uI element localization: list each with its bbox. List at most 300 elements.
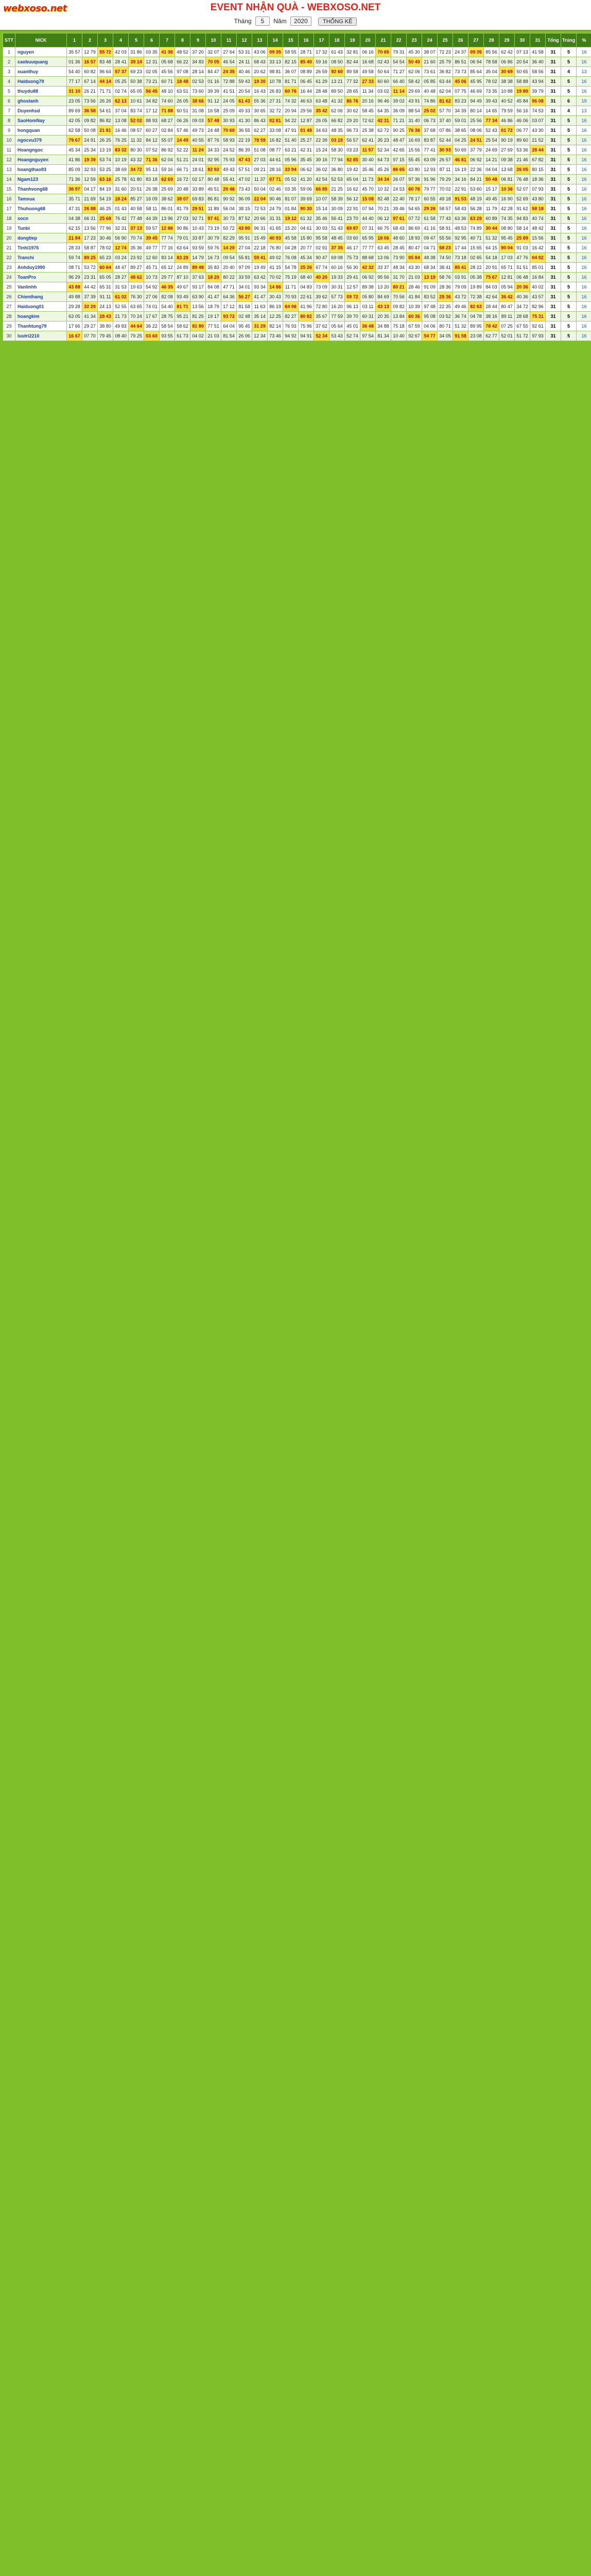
day-cell: 86 19	[268, 302, 283, 312]
day-cell: 16 90	[499, 194, 515, 204]
day-cell: 37 62	[314, 321, 329, 331]
day-cell: 45 70	[360, 184, 376, 194]
day-cell: 81 34	[376, 331, 391, 341]
day-cell: 75 96	[299, 321, 314, 331]
day-cell: 51 21	[175, 155, 190, 165]
day-cell: 70 02	[268, 273, 283, 282]
row-nick[interactable]: Anhduy1990	[15, 263, 67, 273]
day-cell: 88 68	[360, 253, 376, 263]
day-cell: 39 43	[484, 96, 499, 106]
day-cell: 74 60	[160, 96, 175, 106]
day-cell: 06 12	[376, 214, 391, 224]
day-cell: 52 07	[515, 184, 530, 194]
day-cell: 68 43	[252, 57, 268, 67]
day-cell: 34 01	[237, 282, 252, 292]
row-percent: 16	[577, 321, 591, 331]
row-nick[interactable]: socn	[15, 214, 67, 224]
row-nick[interactable]: Thanhtung79	[15, 321, 67, 331]
day-cell: 16 09	[144, 194, 160, 204]
table-row	[3, 87, 591, 96]
day-cell: 74 01	[144, 302, 160, 312]
day-cell: 55 36	[252, 96, 268, 106]
day-cell: 06 92	[468, 155, 484, 165]
day-cell: 70 05	[206, 57, 221, 67]
row-nick[interactable]: Chienthang	[15, 292, 67, 302]
day-cell: 51 43	[329, 224, 345, 233]
day-cell: 90 04	[499, 243, 515, 253]
day-cell: 35 23	[376, 135, 391, 145]
day-cell: 25 68	[98, 214, 113, 224]
row-total: 31	[546, 233, 561, 243]
row-nick[interactable]: ToanPro	[15, 273, 67, 282]
col-header-day: 8	[175, 33, 190, 47]
day-cell: 07 86	[438, 126, 453, 135]
day-cell: 61 29	[314, 77, 329, 87]
day-cell: 10 40	[391, 331, 407, 341]
day-cell: 27 03	[175, 214, 190, 224]
day-cell: 58 54	[160, 321, 175, 331]
day-cell: 56 30	[345, 263, 360, 273]
day-cell: 82 44	[345, 57, 360, 67]
row-nick[interactable]: hoangthao93	[15, 165, 67, 175]
row-nick[interactable]: SaoHomNay	[15, 116, 67, 126]
day-cell: 26 25	[98, 135, 113, 145]
day-cell: 83 74	[129, 106, 144, 116]
day-cell: 59 41	[252, 253, 268, 263]
row-total: 31	[546, 145, 561, 155]
day-cell: 20 91	[484, 263, 499, 273]
day-cell: 18 36	[530, 175, 546, 184]
day-cell: 79 77	[422, 184, 438, 194]
day-cell: 52 55	[113, 302, 129, 312]
day-cell: 21 25	[329, 184, 345, 194]
day-cell: 57 70	[438, 106, 453, 116]
day-cell: 14 21	[484, 155, 499, 165]
day-cell: 76 80	[268, 243, 283, 253]
day-cell: 28 44	[484, 302, 499, 312]
day-cell: 43 80	[530, 194, 546, 204]
day-cell: 54 78	[283, 263, 299, 273]
table-row	[3, 145, 591, 155]
day-cell: 63 09	[422, 155, 438, 165]
day-cell: 50 64	[376, 67, 391, 77]
day-cell: 36 07	[283, 67, 299, 77]
day-cell: 52 34	[376, 145, 391, 155]
day-cell: 45 84	[515, 96, 530, 106]
row-nick[interactable]: nguyen	[15, 47, 67, 57]
row-nick[interactable]: hoangkim	[15, 312, 67, 321]
col-header-summary: Tổng	[546, 33, 561, 47]
day-cell: 66 85	[314, 184, 329, 194]
row-stt: 12	[3, 155, 15, 165]
day-cell: 51 72	[515, 331, 530, 341]
day-cell: 46 35	[160, 282, 175, 292]
day-cell: 34 63	[314, 126, 329, 135]
day-cell: 90 47	[314, 253, 329, 263]
day-cell: 25 34	[82, 145, 98, 155]
day-cell: 53 74	[98, 155, 113, 165]
day-cell: 69 83	[190, 194, 206, 204]
day-cell: 77 94	[329, 155, 345, 165]
day-cell: 77 51	[206, 321, 221, 331]
page-title: EVENT NHẬN QUÀ - WEBXOSO.NET	[210, 2, 381, 13]
day-cell: 18 20	[206, 273, 221, 282]
row-total: 31	[546, 253, 561, 263]
row-nick[interactable]: Thanhvong68	[15, 184, 67, 194]
day-cell: 89 50	[329, 87, 345, 96]
day-cell: 97 93	[530, 331, 546, 341]
day-cell: 47 02	[237, 175, 252, 184]
day-cell: 70 93	[283, 292, 299, 302]
day-cell: 09 54	[221, 253, 237, 263]
day-cell: 06 73	[422, 116, 438, 126]
day-cell: 25 69	[160, 184, 175, 194]
row-nick[interactable]: Hoangngoc	[15, 145, 67, 155]
day-cell: 11 89	[206, 204, 221, 214]
day-cell: 56 28	[468, 204, 484, 214]
day-cell: 07 71	[268, 175, 283, 184]
row-nick[interactable]: Duyenhsd	[15, 106, 67, 116]
row-percent: 16	[577, 175, 591, 184]
day-cell: 97 61	[391, 214, 407, 224]
day-cell: 36 40	[530, 57, 546, 67]
day-cell: 20 94	[283, 106, 299, 116]
table-row	[3, 214, 591, 224]
day-cell: 02 84	[160, 126, 175, 135]
col-header-summary: %	[577, 33, 591, 47]
day-cell: 36 02	[314, 165, 329, 175]
day-cell: 50 40	[407, 57, 422, 67]
row-wins: 5	[561, 263, 577, 273]
day-cell: 22 36	[468, 165, 484, 175]
day-cell: 91 62	[515, 204, 530, 214]
day-cell: 60 31	[360, 312, 376, 321]
row-nick[interactable]: Hoangnguyen	[15, 155, 67, 165]
row-percent: 16	[577, 145, 591, 155]
day-cell: 62 13	[113, 96, 129, 106]
row-total: 31	[546, 165, 561, 175]
day-cell: 52 43	[484, 126, 499, 135]
col-header-day: 24	[422, 33, 438, 47]
row-nick[interactable]: Ngam123	[15, 175, 67, 184]
col-header-day: 4	[113, 33, 129, 47]
day-cell: 96 73	[345, 126, 360, 135]
row-total: 31	[546, 194, 561, 204]
row-stt: 8	[3, 116, 15, 126]
row-nick[interactable]: Tamxua	[15, 194, 67, 204]
day-cell: 78 42	[484, 321, 499, 331]
row-percent: 16	[577, 331, 591, 341]
day-cell: 05 68	[160, 57, 175, 67]
stats-button[interactable]: THỐNG KÊ	[318, 18, 357, 26]
day-cell: 16 72	[175, 175, 190, 184]
day-cell: 39 69	[299, 194, 314, 204]
day-cell: 65 23	[98, 253, 113, 263]
day-cell: 40 55	[190, 135, 206, 145]
day-cell: 70 74	[129, 233, 144, 243]
day-cell: 18 24	[113, 194, 129, 204]
row-percent: 16	[577, 243, 591, 253]
day-cell: 67 14	[82, 77, 98, 87]
day-cell: 26 26	[98, 96, 113, 106]
day-cell: 11 71	[283, 282, 299, 292]
day-cell: 63 64	[175, 243, 190, 253]
day-cell: 85 01	[530, 263, 546, 273]
day-cell: 56 27	[237, 292, 252, 302]
day-cell: 92 95	[453, 233, 468, 243]
site-logo[interactable]: webxoso.net	[3, 3, 67, 14]
row-total: 31	[546, 282, 561, 292]
day-cell: 08 50	[329, 57, 345, 67]
day-cell: 70 60	[221, 126, 237, 135]
day-cell: 11 63	[252, 302, 268, 312]
day-cell: 24 37	[453, 47, 468, 57]
day-cell: 52 34	[314, 331, 329, 341]
day-cell: 51 32	[484, 233, 499, 243]
day-cell: 05 85	[422, 77, 438, 87]
day-cell: 57 73	[329, 292, 345, 302]
row-total: 31	[546, 214, 561, 224]
row-stt: 23	[3, 263, 15, 273]
day-cell: 41 47	[206, 292, 221, 302]
day-cell: 36 58	[82, 106, 98, 116]
day-cell: 27 33	[360, 77, 376, 87]
day-cell: 29 69	[407, 87, 422, 96]
day-cell: 48 10	[160, 87, 175, 96]
day-cell: 09 38	[499, 155, 515, 165]
day-cell: 34 83	[190, 57, 206, 67]
day-cell: 20 36	[515, 282, 530, 292]
day-cell: 63 90	[190, 292, 206, 302]
table-row	[3, 106, 591, 116]
day-cell: 50 69	[453, 145, 468, 155]
day-cell: 73 43	[237, 184, 252, 194]
day-cell: 16 43	[252, 87, 268, 96]
day-cell: 40 74	[530, 214, 546, 224]
day-cell: 71 21	[391, 116, 407, 126]
day-cell: 58 55	[283, 47, 299, 57]
day-cell: 15 20	[283, 224, 299, 233]
day-cell: 36 55	[237, 126, 252, 135]
day-cell: 80 48	[206, 175, 221, 184]
day-cell: 13 56	[82, 224, 98, 233]
day-cell: 76 08	[283, 253, 299, 263]
day-cell: 20 46	[221, 184, 237, 194]
day-cell: 33 87	[190, 233, 206, 243]
row-wins: 5	[561, 175, 577, 184]
day-cell: 12 25	[268, 312, 283, 321]
day-cell: 41 16	[422, 224, 438, 233]
day-cell: 31 86	[129, 47, 144, 57]
day-cell: 58 87	[82, 243, 98, 253]
day-cell: 30 65	[252, 106, 268, 116]
day-cell: 87 76	[206, 135, 221, 145]
day-cell: 97 41	[206, 214, 221, 224]
day-cell: 55 72	[98, 47, 113, 57]
day-cell: 36 82	[438, 67, 453, 77]
row-nick[interactable]: Tranchi	[15, 253, 67, 263]
row-nick[interactable]: hongquan	[15, 126, 67, 135]
row-total: 31	[546, 155, 561, 165]
day-cell: 24 53	[391, 184, 407, 194]
row-wins: 5	[561, 145, 577, 155]
day-cell: 62 58	[67, 126, 82, 135]
day-cell: 11 32	[129, 135, 144, 145]
day-cell: 37 35	[329, 243, 345, 253]
day-cell: 48 53	[453, 224, 468, 233]
day-cell: 33 59	[237, 273, 252, 282]
day-cell: 28 75	[160, 312, 175, 321]
day-cell: 01 36	[67, 57, 82, 67]
row-stt: 21	[3, 243, 15, 253]
row-nick[interactable]: Haiduong79	[15, 77, 67, 87]
day-cell: 47 76	[515, 253, 530, 263]
row-wins: 5	[561, 312, 577, 321]
day-cell: 26 21	[82, 87, 98, 96]
row-nick[interactable]: luutri2210	[15, 331, 67, 341]
day-cell: 65 31	[98, 282, 113, 292]
day-cell: 56 12	[345, 194, 360, 204]
day-cell: 53 31	[237, 47, 252, 57]
day-cell: 58 42	[407, 77, 422, 87]
row-nick[interactable]: ghostanh	[15, 96, 67, 106]
day-cell: 22 04	[252, 194, 268, 204]
day-cell: 60 60	[376, 77, 391, 87]
day-cell: 36 97	[67, 184, 82, 194]
day-cell: 63 21	[283, 145, 299, 155]
table-row	[3, 321, 591, 331]
col-header-day: 28	[484, 33, 499, 47]
day-cell: 70 56	[391, 292, 407, 302]
day-cell: 78 17	[407, 194, 422, 204]
table-row	[3, 273, 591, 282]
day-cell: 43 30	[530, 126, 546, 135]
row-stt: 29	[3, 321, 15, 331]
row-stt: 2	[3, 57, 15, 67]
row-stt: 11	[3, 145, 15, 155]
day-cell: 13 96	[160, 214, 175, 224]
row-nick[interactable]: Tinhi1976	[15, 243, 67, 253]
row-nick[interactable]: dongtiep	[15, 233, 67, 243]
day-cell: 41 36	[160, 47, 175, 57]
day-cell: 05 25	[113, 77, 129, 87]
day-cell: 69 08	[329, 253, 345, 263]
row-nick[interactable]: Tunbi	[15, 224, 67, 233]
day-cell: 34 72	[515, 302, 530, 312]
day-cell: 17 03	[499, 253, 515, 263]
day-cell: 22 19	[237, 135, 252, 145]
day-cell: 32 31	[113, 224, 129, 233]
day-cell: 24 01	[190, 155, 206, 165]
day-cell: 38 69	[113, 165, 129, 175]
row-nick[interactable]: xuanthuy	[15, 67, 67, 77]
row-nick[interactable]: Haiduong01	[15, 302, 67, 312]
day-cell: 52 44	[438, 135, 453, 145]
day-cell: 61 80	[129, 175, 144, 184]
day-cell: 28 68	[515, 312, 530, 321]
day-cell: 52 69	[515, 194, 530, 204]
day-cell: 84 69	[376, 292, 391, 302]
day-cell: 34 05	[438, 331, 453, 341]
day-cell: 37 79	[468, 145, 484, 155]
day-cell: 16 20	[329, 302, 345, 312]
row-nick[interactable]: Thuhuong68	[15, 204, 67, 214]
day-cell: 22 91	[453, 184, 468, 194]
day-cell: 86 65	[391, 165, 407, 175]
row-nick[interactable]: thuydu88	[15, 87, 67, 96]
day-cell: 43 13	[376, 302, 391, 312]
day-cell: 50 08	[82, 126, 98, 135]
row-total: 31	[546, 106, 561, 116]
day-cell: 55 81	[237, 253, 252, 263]
row-nick[interactable]: ngocvu379	[15, 135, 67, 145]
day-cell: 10 39	[407, 302, 422, 312]
row-stt: 16	[3, 194, 15, 204]
day-cell: 89 95	[468, 321, 484, 331]
col-header-nick: NICK	[15, 33, 67, 47]
day-cell: 92 60	[329, 67, 345, 77]
day-cell: 37 04	[113, 106, 129, 116]
day-cell: 47 71	[221, 282, 237, 292]
row-stt: 20	[3, 233, 15, 243]
day-cell: 76 42	[113, 214, 129, 224]
col-header-day: 16	[299, 33, 314, 47]
day-cell: 42 65	[391, 145, 407, 155]
day-cell: 81 80	[190, 321, 206, 331]
day-cell: 11 57	[360, 145, 376, 155]
day-cell: 60 16	[329, 263, 345, 273]
day-cell: 93 55	[160, 331, 175, 341]
day-cell: 38 38	[499, 77, 515, 87]
day-cell: 53 72	[82, 263, 98, 273]
day-cell: 17 12	[221, 302, 237, 312]
day-cell: 64 35	[376, 106, 391, 116]
row-nick[interactable]: Vanlinhh	[15, 282, 67, 292]
day-cell: 62 04	[160, 155, 175, 165]
day-cell: 49 83	[113, 321, 129, 331]
day-cell: 37 20	[190, 47, 206, 57]
row-wins: 5	[561, 331, 577, 341]
col-header-day: 2	[82, 33, 98, 47]
row-nick[interactable]: caobuuquang	[15, 57, 67, 67]
day-cell: 25 54	[484, 135, 499, 145]
month-select[interactable]: 5	[255, 16, 270, 26]
day-cell: 03 19	[329, 135, 345, 145]
year-select[interactable]: 2020	[290, 16, 311, 26]
day-cell: 96 09	[237, 194, 252, 204]
day-cell: 24 05	[221, 96, 237, 106]
day-cell: 06 26	[175, 116, 190, 126]
day-cell: 92 95	[206, 155, 221, 165]
day-cell: 08 89	[299, 67, 314, 77]
day-cell: 85 56	[484, 47, 499, 57]
day-cell: 49 45	[484, 194, 499, 204]
day-cell: 49 67	[175, 282, 190, 292]
day-cell: 82 96	[530, 302, 546, 312]
day-cell: 05 64	[329, 321, 345, 331]
day-cell: 20 48	[175, 184, 190, 194]
day-cell: 16 44	[299, 87, 314, 96]
day-cell: 77 74	[160, 233, 175, 243]
day-cell: 08 80	[499, 224, 515, 233]
day-cell: 16 69	[407, 135, 422, 145]
day-cell: 05 80	[360, 292, 376, 302]
day-cell: 58 91	[438, 224, 453, 233]
day-cell: 03 02	[376, 87, 391, 96]
day-cell: 89 58	[345, 67, 360, 77]
day-cell: 67 59	[407, 321, 422, 331]
day-cell: 73 21	[144, 77, 160, 87]
